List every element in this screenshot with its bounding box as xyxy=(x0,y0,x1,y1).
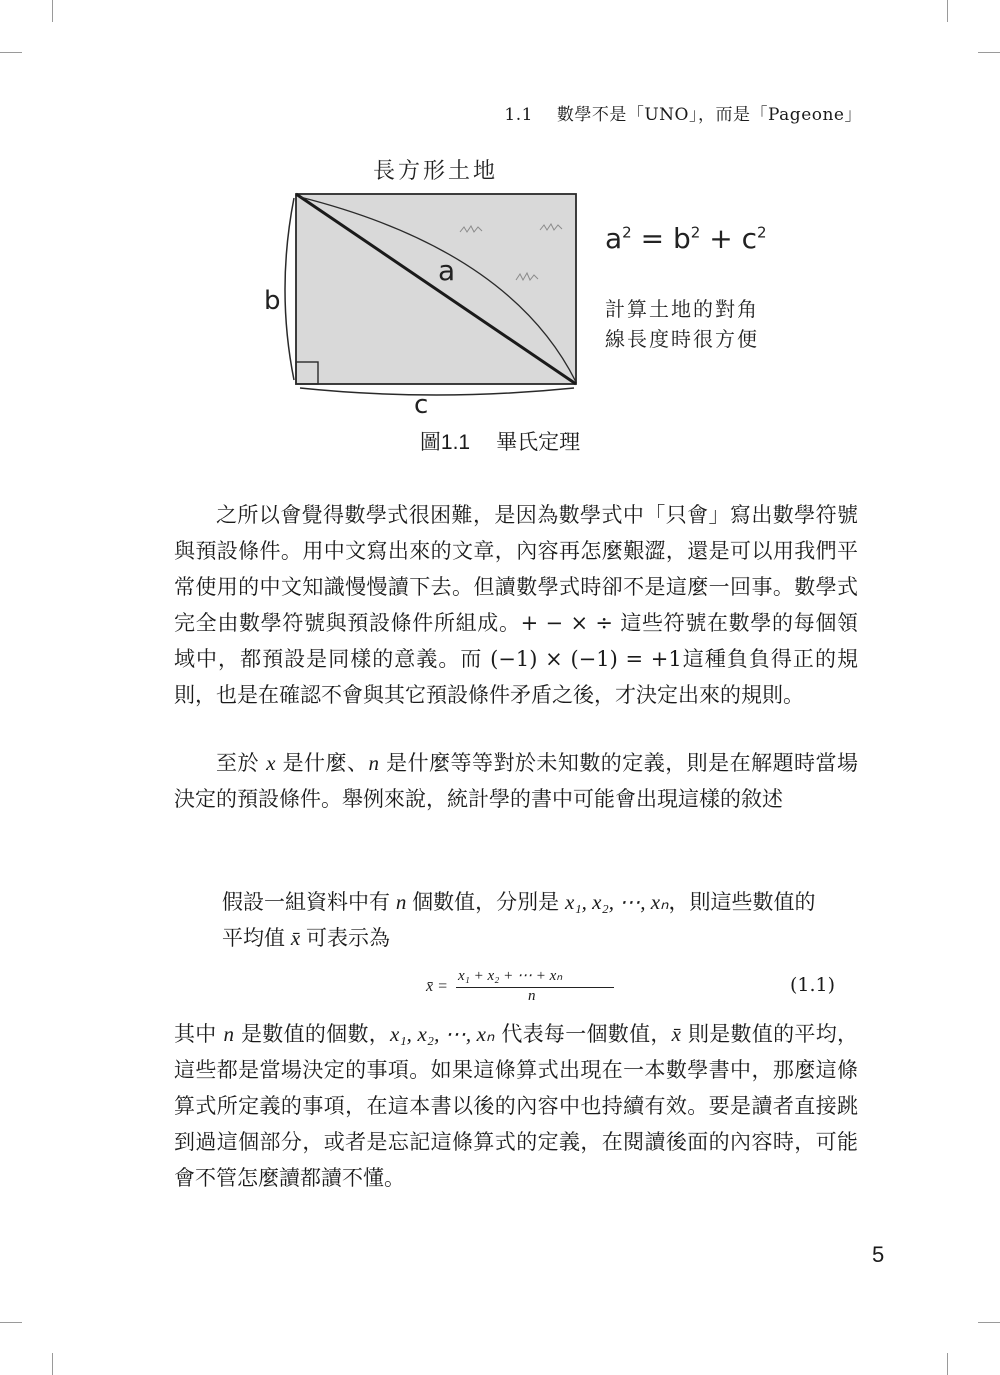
paragraph-2-text-1: 至於 xyxy=(216,751,267,775)
paragraph-3-text-3: 代表每一個數值， xyxy=(494,1022,672,1046)
crop-mark-bottom-left-v xyxy=(52,1353,53,1375)
equation-lhs: x̄ = xyxy=(426,978,448,995)
equation-denominator: n xyxy=(528,988,536,1004)
quote-line-1 xyxy=(222,885,862,920)
figure-note xyxy=(605,294,759,354)
variable-x: x xyxy=(266,751,276,775)
paragraph-2 xyxy=(174,745,858,817)
quote-xbar: x̄ xyxy=(290,926,301,950)
formula-c: c xyxy=(741,222,757,255)
paragraph-3-variable-n: n xyxy=(223,1022,235,1046)
formula-exp-b: 2 xyxy=(690,223,701,242)
paragraph-3-text-1: 其中 xyxy=(174,1022,224,1046)
caption-text: 畢氏定理 xyxy=(496,431,581,454)
label-c: c xyxy=(414,390,429,420)
figure-note-line-2: 線長度時很方便 xyxy=(605,327,759,351)
equation-numerator: x₁ + x₂ + ⋯ + xₙ xyxy=(458,968,563,984)
paragraph-1: 之所以會覺得數學式很困難，是因為數學式中「只會」寫出數學符號與預設條件。用中文寫出來的文章，內容再怎麼艱澀，還是可以用我們平常使用的中文知識慢慢讀下去。但讀數學式時卻不是這麼一回事。數學式完全由數學符號與預設條件所組成。+ − × ÷ 這些符號在數學的每個領域中，都預設是同樣的意義。而 (−1) × (−1) = +1這種負負得正的規則，也是在確認不會與其它預設條件矛盾之後，才決定出來的規則。 xyxy=(174,503,858,707)
figure-note-line-1: 計算土地的對角 xyxy=(605,297,759,321)
paragraph-3-text-2: 是數值的個數， xyxy=(234,1022,391,1046)
paragraph-2-text-3: 是什麼等等對於未知數的定義，則是在解題時當場決定的預設條件。舉例來說，統計學的書中可能會出現這樣的敘述 xyxy=(174,751,858,811)
quote-text-3: ，則這些數值的 xyxy=(668,891,816,914)
page-number: 5 xyxy=(872,1242,885,1267)
quote-text-5: 可表示為 xyxy=(300,927,391,950)
running-head-title: 數學不是「UNO」，而是「Pageone」 xyxy=(556,105,862,125)
running-head xyxy=(504,100,862,125)
pythagorean-formula xyxy=(605,222,767,255)
crop-mark-bottom-left-h xyxy=(0,1322,22,1323)
mean-equation xyxy=(424,966,624,1010)
crop-mark-top-right-h xyxy=(978,52,1000,53)
quote-text-4: 平均值 xyxy=(222,927,291,950)
figure-title: 長方形土地 xyxy=(373,159,499,184)
paragraph-3-text-4: 則是數值的平均，這些都是當場決定的事項。如果這條算式出現在一本數學書中，那麼這條算式所定義的事項，在這本書以後的內容中也持續有效。要是讀者直接跳到過這個部分，或者是忘記這條算式的定義，在閱讀後面的內容時，可能會不管怎麼讀都讀不懂。 xyxy=(174,1022,858,1190)
pythagoras-figure xyxy=(260,150,780,450)
crop-mark-top-left-v xyxy=(52,0,53,22)
paragraph-3-values: x₁, x₂, ⋯, xₙ xyxy=(390,1022,495,1046)
equation-label: (1.1) xyxy=(790,974,836,996)
formula-exp-a: 2 xyxy=(622,223,632,242)
figure-caption xyxy=(0,426,1000,456)
crop-mark-top-left-h xyxy=(0,52,22,53)
label-b: b xyxy=(264,286,281,316)
formula-plus: + xyxy=(700,222,742,255)
crop-mark-bottom-right-h xyxy=(978,1322,1000,1323)
label-a: a xyxy=(438,254,456,287)
crop-mark-bottom-right-v xyxy=(947,1353,948,1375)
quote-values: x₁, x₂, ⋯, xₙ xyxy=(565,890,669,914)
crop-mark-top-right-v xyxy=(947,0,948,22)
caption-number: 圖1.1 xyxy=(419,431,471,454)
formula-b: b xyxy=(672,222,691,255)
formula-exp-c: 2 xyxy=(756,223,767,242)
variable-n: n xyxy=(368,751,379,775)
formula-equals: = xyxy=(631,222,673,255)
bracket-c xyxy=(300,388,574,395)
running-head-section: 1.1 xyxy=(504,105,533,125)
quote-line-2 xyxy=(222,921,862,956)
quote-variable-n: n xyxy=(395,890,407,914)
quote-text-2: 個數值，分別是 xyxy=(406,891,566,914)
paragraph-3-xbar: x̄ xyxy=(671,1022,681,1046)
bracket-b xyxy=(285,198,294,380)
paragraph-2-text-2: 是什麼、 xyxy=(275,751,369,775)
quote-text-1: 假設一組資料中有 xyxy=(222,891,396,914)
paragraph-3 xyxy=(174,1016,858,1196)
formula-a: a xyxy=(605,222,623,255)
